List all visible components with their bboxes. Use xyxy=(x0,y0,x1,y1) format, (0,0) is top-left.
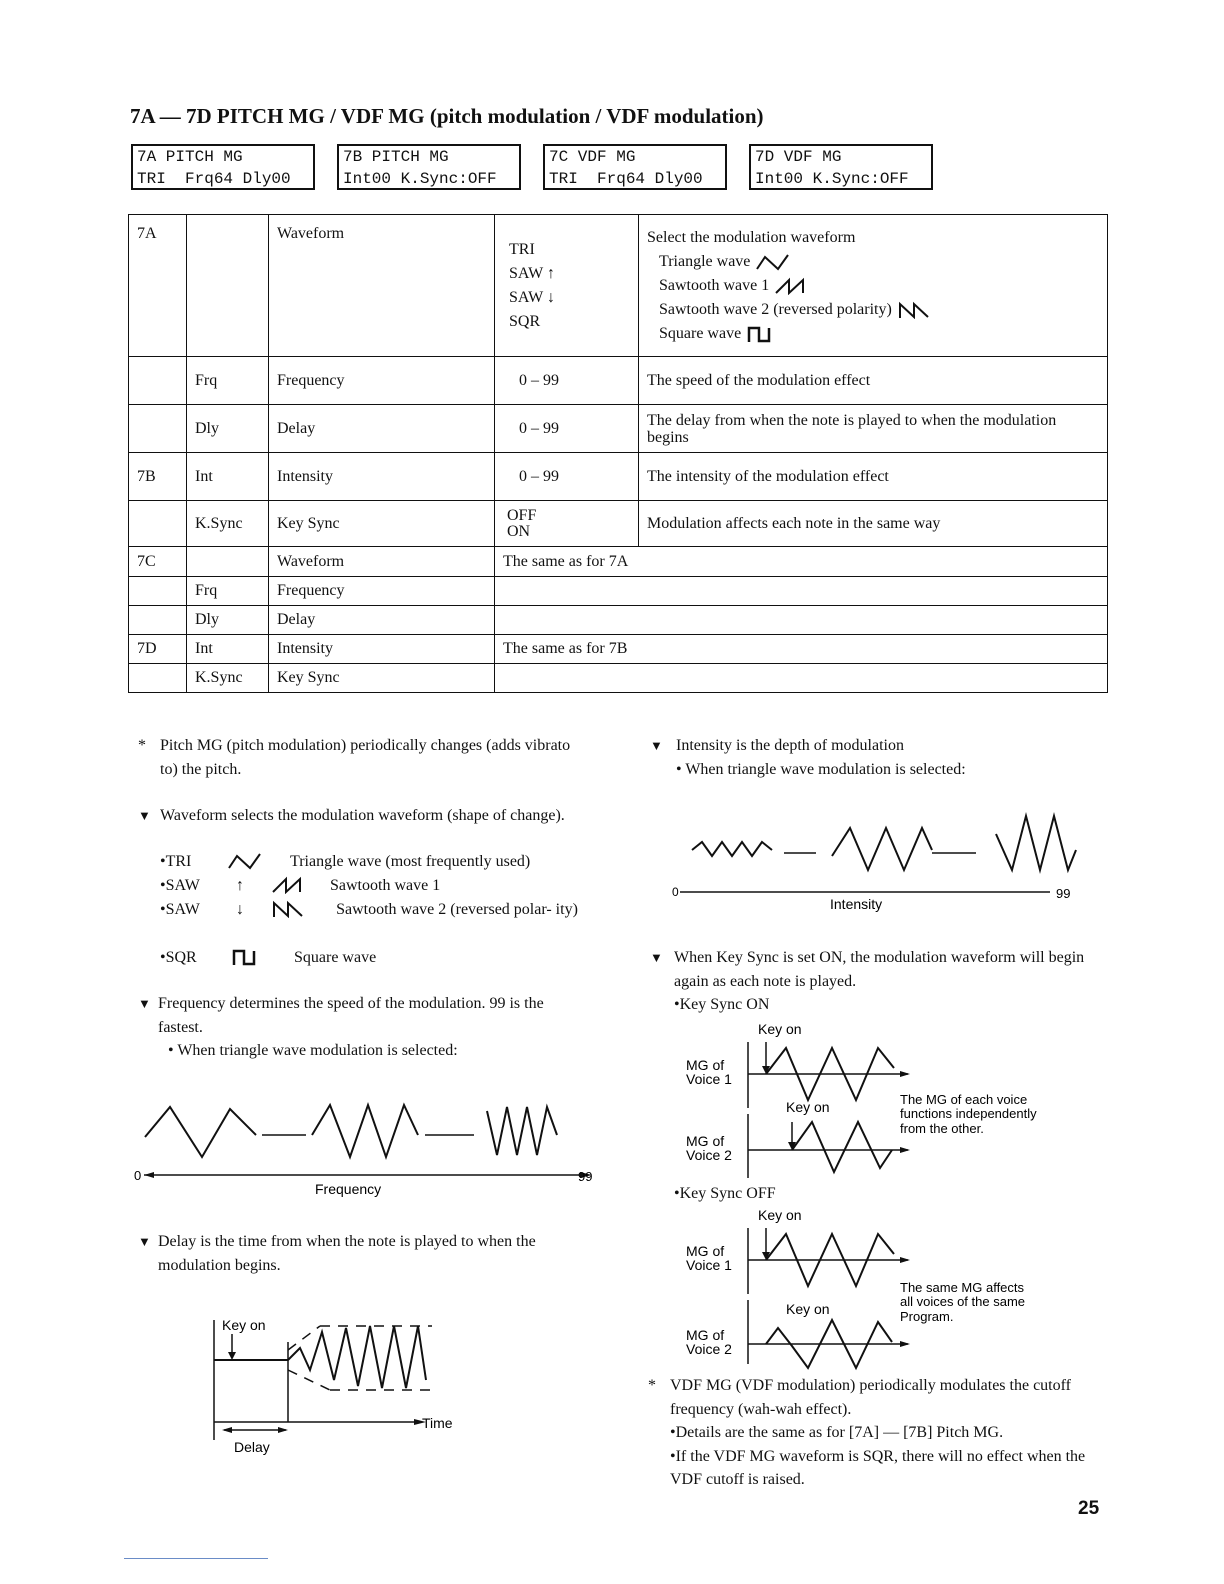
param-abbr: K.Sync xyxy=(187,501,269,547)
desc-saw2: Sawtooth wave 2 (reversed polarity) xyxy=(659,300,892,318)
param-name: Frequency xyxy=(269,357,495,405)
table-row xyxy=(129,577,1108,606)
param-name: Waveform xyxy=(269,547,495,577)
lcd-line1: 7D VDF MG xyxy=(755,148,842,166)
time-label: Time xyxy=(422,1415,453,1431)
list-item xyxy=(160,850,600,874)
axis-max: 99 xyxy=(578,1169,593,1184)
sawtooth-down-icon xyxy=(898,301,932,319)
intensity-text: Intensity is the depth of modulation xyxy=(676,737,904,754)
intensity-figure xyxy=(670,810,1090,920)
param-name: Delay xyxy=(269,405,495,453)
param-abbr: Int xyxy=(187,635,269,664)
frequency-text: Frequency determines the speed of the modulation. 99 is the fastest. xyxy=(158,995,544,1036)
keyon-label: Key on xyxy=(758,1207,802,1223)
sawtooth-down-icon xyxy=(272,900,306,918)
axis-label: Intensity xyxy=(830,896,883,912)
param-abbr xyxy=(187,547,269,577)
slow-wave xyxy=(145,1107,256,1157)
delay-figure xyxy=(200,1310,480,1460)
bullet-triangle-icon: ▼ xyxy=(138,808,151,823)
caption-3: from the other. xyxy=(900,1121,984,1136)
keyon-label: Key on xyxy=(786,1099,830,1115)
table-row xyxy=(129,357,1108,405)
bullet-triangle-icon: ▼ xyxy=(650,950,663,965)
axis-min: 0 xyxy=(672,885,679,899)
wf-desc: Square wave xyxy=(294,949,377,966)
lcd-line2: Int00 K.Sync:OFF xyxy=(343,170,497,188)
param-desc: The same as for 7A xyxy=(495,547,1108,577)
keyon-label: Key on xyxy=(786,1301,830,1317)
param-name: Waveform xyxy=(269,215,495,357)
keysync-on-figure xyxy=(680,1018,1100,1186)
keyon-label: Key on xyxy=(758,1021,802,1037)
lcd-line1: 7B PITCH MG xyxy=(343,148,449,166)
param-name: Frequency xyxy=(269,577,495,606)
table-row xyxy=(129,453,1108,501)
param-desc: Modulation affects each note in the same way xyxy=(639,501,1108,547)
keysync-section xyxy=(650,946,1110,1017)
triangle-wave-icon xyxy=(756,253,790,271)
lcd-line2: TRI Frq64 Dly00 xyxy=(549,170,703,188)
param-id: 7C xyxy=(129,547,187,577)
table-row xyxy=(129,405,1108,453)
voice2-label-a: MG of xyxy=(686,1327,725,1343)
value-saw-up: SAW ↑ xyxy=(509,264,555,282)
lcd-7a xyxy=(131,144,315,190)
wf-name: •SAW xyxy=(160,901,200,918)
wf-desc: Sawtooth wave 2 (reversed polar- ity) xyxy=(336,901,578,918)
list-item xyxy=(160,874,600,898)
value-on: ON xyxy=(507,522,531,540)
frequency-section xyxy=(138,992,588,1063)
caption-1: The same MG affects xyxy=(900,1280,1025,1295)
param-id xyxy=(129,501,187,547)
fast-wave xyxy=(487,1107,557,1155)
param-desc: The delay from when the note is played to when the modulation begins xyxy=(639,405,1108,453)
parameter-table xyxy=(128,214,1108,693)
bullet-triangle-icon: ▼ xyxy=(650,738,663,753)
param-name: Delay xyxy=(269,606,495,635)
mid-wave xyxy=(832,828,932,870)
intensity-section xyxy=(650,734,1110,781)
wf-name: •SAW xyxy=(160,877,200,894)
param-abbr: Int xyxy=(187,453,269,501)
waveform-list xyxy=(160,850,600,970)
param-id: 7B xyxy=(129,453,187,501)
param-values xyxy=(495,501,639,547)
voice2-wave xyxy=(792,1122,892,1172)
caption-3: Program. xyxy=(900,1309,954,1324)
list-item xyxy=(160,898,600,946)
lcd-7d xyxy=(749,144,933,190)
param-abbr xyxy=(187,215,269,357)
page-title: 7A — 7D PITCH MG / VDF MG (pitch modulation / VDF modulation) xyxy=(130,104,764,128)
up-arrow-icon: ↑ xyxy=(236,877,244,894)
keysync-off-figure xyxy=(680,1204,1100,1372)
param-id xyxy=(129,357,187,405)
param-abbr: Dly xyxy=(187,405,269,453)
param-name: Intensity xyxy=(269,453,495,501)
param-desc: The speed of the modulation effect xyxy=(639,357,1108,405)
param-id xyxy=(129,606,187,635)
bullet-triangle-icon: ▼ xyxy=(138,1234,151,1249)
table-row xyxy=(129,606,1108,635)
value-off: OFF xyxy=(507,506,537,524)
footnote-rule xyxy=(124,1558,268,1559)
voice1-label-b: Voice 1 xyxy=(686,1257,732,1273)
voice1-label-a: MG of xyxy=(686,1243,725,1259)
high-wave xyxy=(996,816,1076,870)
lcd-line1: 7C VDF MG xyxy=(549,148,636,166)
param-desc xyxy=(495,664,1108,693)
frequency-figure xyxy=(130,1095,600,1205)
caption-2: functions independently xyxy=(900,1106,1037,1121)
param-id xyxy=(129,405,187,453)
delay-section xyxy=(138,1230,588,1277)
voice1-label-a: MG of xyxy=(686,1057,725,1073)
wf-name: •SQR xyxy=(160,949,197,966)
sawtooth-up-icon xyxy=(775,277,809,295)
voice1-label-b: Voice 1 xyxy=(686,1071,732,1087)
param-id xyxy=(129,664,187,693)
square-wave-icon xyxy=(747,325,773,343)
axis-max: 99 xyxy=(1056,886,1071,901)
param-id: 7D xyxy=(129,635,187,664)
vdf-detail-1: •Details are the same as for [7A] — [7B] Pitch MG. xyxy=(670,1424,1004,1441)
keyon-label: Key on xyxy=(222,1317,266,1333)
param-range: 0 – 99 xyxy=(495,405,639,453)
desc-heading: Select the modulation waveform xyxy=(647,228,856,246)
table-row xyxy=(129,547,1108,577)
param-desc xyxy=(495,606,1108,635)
axis-min: 0 xyxy=(134,1168,142,1183)
wf-desc: Triangle wave (most frequently used) xyxy=(290,853,531,870)
param-abbr: Frq xyxy=(187,357,269,405)
vdf-text: VDF MG (VDF modulation) periodically modulates the cutoff frequency (wah-wah effect). xyxy=(670,1377,1071,1418)
param-id xyxy=(129,577,187,606)
param-desc xyxy=(639,215,1108,357)
caption-2: all voices of the same xyxy=(900,1294,1026,1309)
wf-desc: Sawtooth wave 1 xyxy=(330,877,441,894)
sawtooth-up-icon xyxy=(272,876,306,894)
lcd-line1: 7A PITCH MG xyxy=(137,148,243,166)
desc-saw1: Sawtooth wave 1 xyxy=(659,276,770,294)
param-abbr: Dly xyxy=(187,606,269,635)
param-values xyxy=(495,215,639,357)
lcd-7b xyxy=(337,144,521,190)
triangle-wave-icon xyxy=(228,852,262,870)
lcd-7c xyxy=(543,144,727,190)
param-name: Key Sync xyxy=(269,501,495,547)
param-abbr: Frq xyxy=(187,577,269,606)
lcd-line2: TRI Frq64 Dly00 xyxy=(137,170,291,188)
param-desc xyxy=(495,577,1108,606)
delay-text: Delay is the time from when the note is played to when the modulation begins. xyxy=(158,1233,536,1274)
value-saw-down: SAW ↓ xyxy=(509,288,555,306)
desc-tri: Triangle wave xyxy=(659,252,751,270)
keysync-off-label: •Key Sync OFF xyxy=(674,1185,776,1202)
vdf-mg-note: * VDF MG (VDF modulation) periodically modulates the cutoff frequency (wah-wah effect). •Details are the same as for [7A] — [7B] Pitch MG. •If the VDF MG waveform is SQR, there will no effect when the VDF cutoff is raised. xyxy=(648,1374,1108,1492)
left-arrow-icon xyxy=(144,1172,154,1178)
intensity-sub: • When triangle wave modulation is selected: xyxy=(676,760,966,778)
lcd-line2: Int00 K.Sync:OFF xyxy=(755,170,909,188)
bullet-triangle-icon: ▼ xyxy=(138,996,151,1011)
param-desc: The intensity of the modulation effect xyxy=(639,453,1108,501)
table-row xyxy=(129,501,1108,547)
table-row xyxy=(129,635,1108,664)
value-sqr: SQR xyxy=(509,312,541,330)
keysync-on-label: •Key Sync ON xyxy=(674,996,770,1013)
axis-label: Frequency xyxy=(315,1181,382,1197)
voice2-label-b: Voice 2 xyxy=(686,1341,732,1357)
voice2-label-a: MG of xyxy=(686,1133,725,1149)
param-desc: The same as for 7B xyxy=(495,635,1108,664)
keysync-text: When Key Sync is set ON, the modulation waveform will begin again as each note is played. xyxy=(674,949,1085,990)
vdf-detail-2: •If the VDF MG waveform is SQR, there will no effect when the VDF cutoff is raised. xyxy=(670,1447,1086,1488)
pitch-mg-text: Pitch MG (pitch modulation) periodically changes (adds vibrato to) the pitch. xyxy=(160,737,571,778)
page-number: 25 xyxy=(1078,1498,1100,1519)
down-arrow-icon xyxy=(228,1352,236,1360)
frequency-sub: • When triangle wave modulation is selected: xyxy=(168,1042,458,1059)
waveform-intro: Waveform selects the modulation waveform (shape of change). xyxy=(160,807,565,824)
param-range: 0 – 99 xyxy=(495,357,639,405)
waveform-section xyxy=(138,804,588,828)
pitch-mg-note: * Pitch MG (pitch modulation) periodically changes (adds vibrato to) the pitch. xyxy=(138,734,588,781)
table-row xyxy=(129,664,1108,693)
param-name: Key Sync xyxy=(269,664,495,693)
delay-label: Delay xyxy=(234,1439,270,1455)
param-range: 0 – 99 xyxy=(495,453,639,501)
table-row xyxy=(129,215,1108,357)
list-item xyxy=(160,946,600,970)
caption-1: The MG of each voice xyxy=(900,1092,1028,1107)
medium-wave xyxy=(312,1105,418,1157)
low-wave xyxy=(692,842,772,856)
voice2-label-b: Voice 2 xyxy=(686,1147,732,1163)
param-name: Intensity xyxy=(269,635,495,664)
value-tri: TRI xyxy=(509,240,535,258)
param-abbr: K.Sync xyxy=(187,664,269,693)
down-arrow-icon: ↓ xyxy=(236,901,244,918)
param-id: 7A xyxy=(129,215,187,357)
square-wave-icon xyxy=(232,948,258,966)
desc-sqr: Square wave xyxy=(659,324,742,342)
wf-name: •TRI xyxy=(160,853,192,870)
